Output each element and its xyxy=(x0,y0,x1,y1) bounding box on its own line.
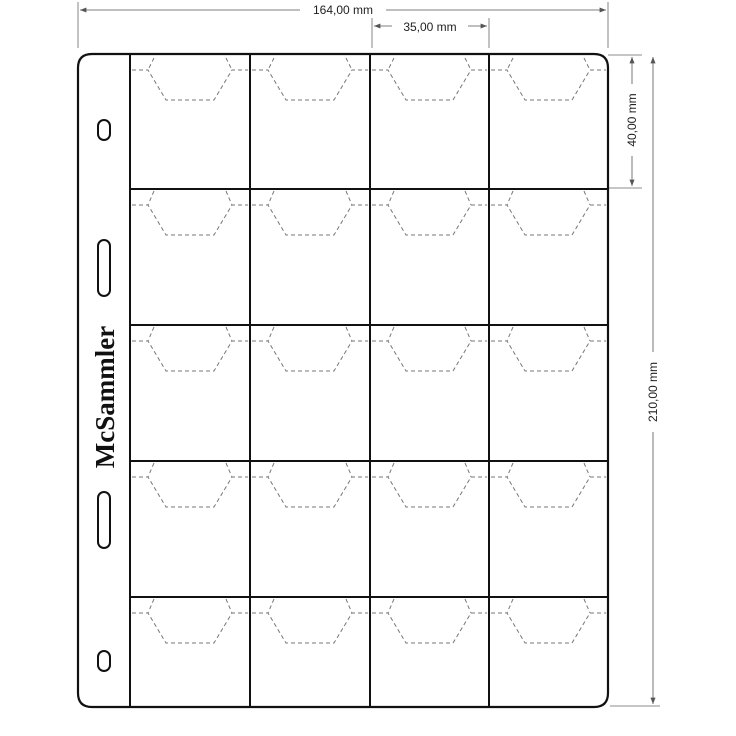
dimension-pocket-height xyxy=(608,55,642,188)
total-height-label: 210,00 mm xyxy=(646,361,660,423)
punch-hole-lower-long xyxy=(98,492,110,548)
sheet-outline xyxy=(78,54,608,707)
punch-hole-upper-long xyxy=(98,240,110,296)
punch-hole-bottom xyxy=(98,651,110,671)
pocket-height-label: 40,00 mm xyxy=(625,93,639,147)
pocket-width-label: 35,00 mm xyxy=(403,20,457,34)
dimension-total-width xyxy=(78,2,608,48)
dimension-pocket-width xyxy=(372,18,489,48)
brand-logo-text: McSammler xyxy=(90,325,120,469)
total-width-label: 164,00 mm xyxy=(312,3,374,17)
punch-hole-top xyxy=(98,120,110,140)
